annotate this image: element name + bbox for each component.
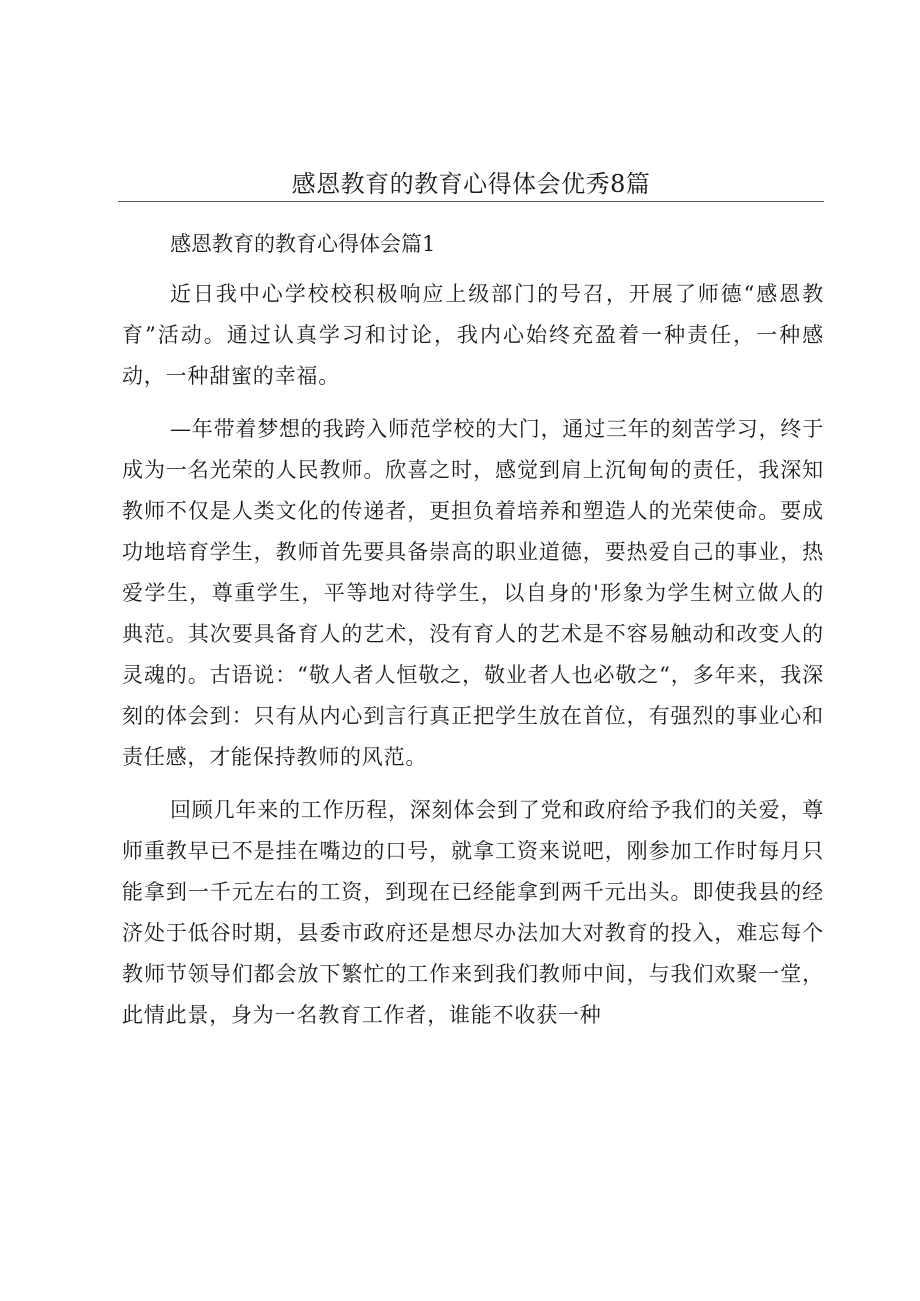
section-heading: 感恩教育的教育心得体会篇1 (170, 232, 436, 256)
document-title: 感恩教育的教育心得体会优秀8篇 (291, 170, 651, 198)
paragraph-1: 近日我中心学校校积极响应上级部门的号召，开展了师德“感恩教育”活动。通过认真学习和讨论，我内心始终充盈着一种责任，一种感动，一种甜蜜的幸福。 (122, 282, 824, 388)
title-underline (118, 201, 824, 202)
document-body (122, 274, 824, 1048)
paragraph-2: —年带着梦想的我跨入师范学校的大门，通过三年的刻苦学习，终于成为一名光荣的人民教师。欣喜之时，感觉到肩上沉甸甸的责任，我深知教师不仅是人类文化的传递者，更担负着培养和塑造人的光荣使命。要成功地培育学生，教师首先要具备崇高的职业道德，要热爱自己的事业，热爱学生，尊重学生，平等地对待学生，以自身的'形象为学生树立做人的典范。其次要具备育人的艺术，没有育人的艺术是不容易触动和改变人的灵魂的。古语说：“敬人者人恒敬之，敬业者人也必敬之“，多年来，我深刻的体会到：只有从内心到言行真正把学生放在首位，有强烈的事业心和责任感，才能保持教师的风范。 (122, 417, 824, 769)
paragraph-3: 回顾几年来的工作历程，深刻体会到了党和政府给予我们的关爱，尊师重教早已不是挂在嘴边的口号，就拿工资来说吧，刚参加工作时每月只能拿到一千元左右的工资，到现在已经能拿到两千元出头。即使我县的经济处于低谷时期，县委市政府还是想尽办法加大对教育的投入，难忘每个教师节领导们都会放下繁忙的工作来到我们教师中间，与我们欢聚一堂，此情此景，身为一名教育工作者，谁能不收获一种 (122, 798, 824, 1027)
